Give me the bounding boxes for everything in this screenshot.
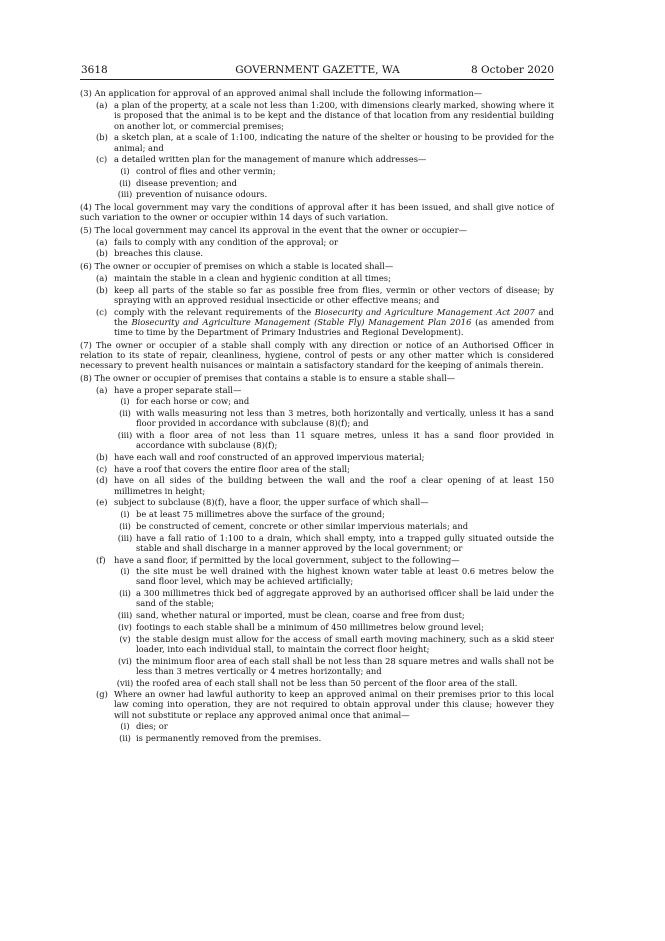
item-text: the stable design must allow for the access of small earth moving machinery, such as a skid steer loader, into each individual stall, to maintain the correct floor height;	[136, 633, 554, 654]
item-text: be at least 75 millimetres above the surface of the ground;	[136, 509, 385, 520]
item-text: dies; or	[136, 721, 168, 732]
item-text: be constructed of cement, concrete or other similar impervious materials; and	[136, 520, 469, 531]
subclause-paragraph	[80, 273, 554, 283]
item-label: (c)	[96, 154, 108, 165]
item-text: is permanently removed from the premises.	[136, 733, 322, 744]
item-text: a 300 millimetres thick bed of aggregate approved by an authorised officer shall be laid under the sand of the stable;	[136, 588, 554, 609]
item-text: the site must be well drained with the highest known water table at least 0.6 metres below the sand floor level, which may be achieved artificially;	[136, 566, 554, 587]
header-rule	[80, 79, 554, 80]
item-text: with a floor area of not less than 11 square metres, unless it has a sand floor provided in accordance with subclause (8)(f);	[136, 430, 554, 451]
sub-item-paragraph	[80, 721, 554, 731]
page-number: 3618	[81, 64, 108, 76]
sub-item-paragraph	[80, 610, 554, 620]
item-label: (a)	[96, 384, 108, 395]
act-title: Biosecurity and Agriculture Management Act 2007	[314, 306, 535, 317]
item-label: (i)	[120, 566, 130, 577]
sub-item-paragraph	[80, 521, 554, 531]
sub-item-paragraph	[80, 656, 554, 677]
item-text: comply with the relevant requirements of the Biosecurity and Agriculture Management Act 2007 and the Biosecurity and Agriculture Management (Stable Fly) Management Plan 2016 (as amended from time to time by the Department of Primary Industries and Regional Development).	[114, 306, 554, 338]
subclause-paragraph	[80, 689, 554, 720]
item-text: have a proper separate stall—	[114, 384, 242, 395]
clause-paragraph	[80, 225, 554, 235]
item-text: subject to subclause (8)(f), have a floor, the upper surface of which shall—	[114, 497, 429, 508]
sub-item-paragraph	[80, 408, 554, 429]
item-text: keep all parts of the stable so far as possible free from flies, vermin or other vectors of disease; by spraying with an approved residual insecticide or other effective means; and	[114, 284, 554, 305]
item-text: footings to each stable shall be a minimum of 450 millimetres below ground level;	[136, 621, 484, 632]
item-text: (8) The owner or occupier of premises that contains a stable is to ensure a stable shall—	[80, 373, 456, 384]
item-label: (a)	[96, 272, 108, 283]
subclause-paragraph	[80, 464, 554, 474]
sub-item-paragraph	[80, 733, 554, 743]
item-text: have each wall and roof constructed of an approved impervious material;	[114, 452, 425, 463]
sub-item-paragraph	[80, 509, 554, 519]
sub-item-paragraph	[80, 533, 554, 554]
subclause-paragraph	[80, 100, 554, 131]
subclause-paragraph	[80, 237, 554, 247]
clause-paragraph	[80, 340, 554, 371]
subclause-paragraph	[80, 555, 554, 565]
item-text: disease prevention; and	[136, 177, 237, 188]
item-label: (i)	[120, 509, 130, 520]
subclause-paragraph	[80, 248, 554, 258]
item-label: (a)	[96, 100, 108, 111]
item-label: (ii)	[119, 733, 131, 744]
item-text: the minimum floor area of each stall shall be not less than 28 square metres and walls shall not be less than 3 metres vertically or 4 metres horizontally; and	[136, 655, 554, 676]
subclause-paragraph	[80, 154, 554, 164]
item-label: (i)	[120, 396, 130, 407]
publication-date: 8 October 2020	[470, 64, 554, 76]
item-label: (b)	[96, 452, 108, 463]
item-label: (g)	[96, 689, 108, 700]
subclause-paragraph	[80, 475, 554, 496]
clause-paragraph	[80, 88, 554, 98]
item-label: (ii)	[119, 408, 131, 419]
item-label: (ii)	[119, 588, 131, 599]
item-text: prevention of nuisance odours.	[136, 189, 268, 200]
item-label: (e)	[96, 497, 108, 508]
item-text: a detailed written plan for the management of manure which addresses—	[114, 154, 427, 165]
sub-item-paragraph	[80, 588, 554, 609]
page-header	[81, 64, 554, 78]
item-text: for each horse or cow; and	[136, 396, 250, 407]
item-label: (i)	[120, 166, 130, 177]
item-text: a plan of the property, at a scale not less than 1:200, with dimensions clearly marked, showing where it is proposed that the animal is to be kept and the distance of that location from any residential building on another lot, or commercial premises;	[114, 100, 554, 131]
item-text: breaches this clause.	[114, 248, 204, 259]
item-text: a sketch plan, at a scale of 1:100, indicating the nature of the shelter or housing to be provided for the animal; and	[114, 132, 554, 153]
subclause-paragraph	[80, 452, 554, 462]
subclause-paragraph	[80, 385, 554, 395]
item-text: (6) The owner or occupier of premises on which a stable is located shall—	[80, 261, 394, 272]
item-text: the roofed area of each stall shall not be less than 50 percent of the floor area of the stall.	[136, 677, 518, 688]
item-text: have a roof that covers the entire floor area of the stall;	[114, 463, 350, 474]
sub-item-paragraph	[80, 678, 554, 688]
item-label: (ii)	[119, 520, 131, 531]
sub-item-paragraph	[80, 622, 554, 632]
clause-paragraph	[80, 261, 554, 271]
item-text: have on all sides of the building between the wall and the roof a clear opening of at least 150 millimetres in height;	[114, 475, 554, 496]
item-label: (i)	[120, 721, 130, 732]
sub-item-paragraph	[80, 166, 554, 176]
sub-item-paragraph	[80, 566, 554, 587]
clause-paragraph	[80, 202, 554, 223]
item-label: (iii)	[117, 532, 133, 543]
item-text: maintain the stable in a clean and hygienic condition at all times;	[114, 272, 391, 283]
subclause-paragraph	[80, 132, 554, 153]
item-text: sand, whether natural or imported, must be clean, coarse and free from dust;	[136, 610, 465, 621]
item-text: fails to comply with any condition of the approval; or	[114, 236, 338, 247]
sub-item-paragraph	[80, 178, 554, 188]
item-text: (5) The local government may cancel its approval in the event that the owner or occupier—	[80, 225, 467, 236]
item-label: (a)	[96, 236, 108, 247]
item-text: with walls measuring not less than 3 metres, both horizontally and vertically, unless it has a sand floor provided in accordance with subclause (8)(f); and	[136, 408, 554, 429]
item-label: (vi)	[118, 655, 132, 666]
item-text: (4) The local government may vary the conditions of approval after it has been issued, and shall give notice of such variation to the owner or occupier within 14 days of such variation.	[80, 202, 554, 223]
item-label: (f)	[96, 554, 106, 565]
item-label: (iii)	[117, 430, 133, 441]
item-label: (c)	[96, 463, 108, 474]
item-label: (ii)	[119, 177, 131, 188]
sub-item-paragraph	[80, 634, 554, 655]
item-text: have a sand floor, if permitted by the local government, subject to the following—	[114, 554, 460, 565]
item-text: have a fall ratio of 1:100 to a drain, which shall empty, into a trapped gully situated outside the stable and shall discharge in a manner approved by the local government; or	[136, 532, 554, 553]
item-text: control of flies and other vermin;	[136, 166, 276, 177]
sub-item-paragraph	[80, 189, 554, 199]
item-label: (vii)	[116, 677, 134, 688]
item-label: (v)	[119, 633, 131, 644]
item-label: (b)	[96, 284, 108, 295]
item-text: Where an owner had lawful authority to keep an approved animal on their premises prior to this local law coming into operation, they are not required to obtain approval under this clause; however they will not substitute or replace any approved animal once that animal—	[114, 689, 554, 720]
document-body	[80, 86, 554, 743]
subclause-paragraph	[80, 497, 554, 507]
clause-paragraph	[80, 373, 554, 383]
item-label: (c)	[96, 306, 108, 317]
subclause-paragraph	[80, 307, 554, 338]
item-text: (3) An application for approval of an approved animal shall include the following information—	[80, 88, 483, 99]
item-label: (iii)	[117, 610, 133, 621]
item-label: (b)	[96, 248, 108, 259]
subclause-paragraph	[80, 285, 554, 306]
item-label: (iv)	[118, 621, 132, 632]
item-label: (b)	[96, 132, 108, 143]
sub-item-paragraph	[80, 430, 554, 451]
item-text: (7) The owner or occupier of a stable shall comply with any direction or notice of an Authorised Officer in relation to its state of repair, cleanliness, hygiene, control of pests or any other matter which is considered necessary to prevent health nuisances or maintain a satisfactory standard for the keeping of animals therein.	[80, 339, 554, 371]
act-title: Biosecurity and Agriculture Management (Stable Fly) Management Plan 2016	[131, 316, 472, 327]
item-label: (d)	[96, 475, 108, 486]
sub-item-paragraph	[80, 396, 554, 406]
item-label: (iii)	[117, 189, 133, 200]
gazette-title: GOVERNMENT GAZETTE, WA	[235, 64, 400, 76]
